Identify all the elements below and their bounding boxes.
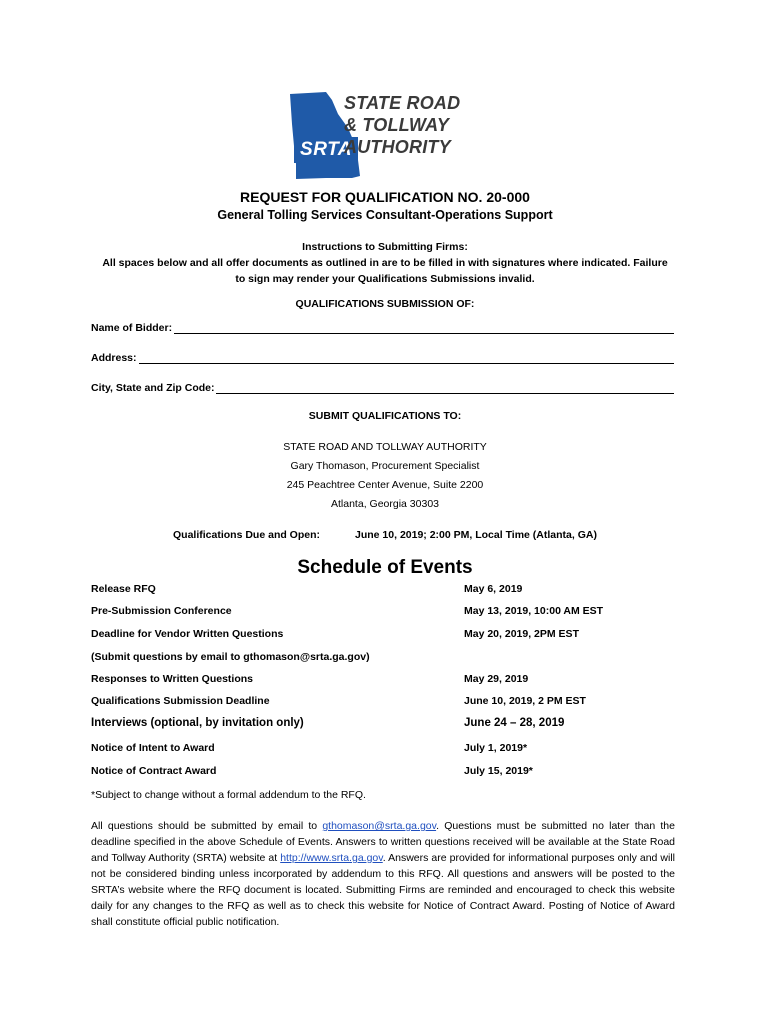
- city-state-zip-line[interactable]: [216, 382, 674, 394]
- document-title: REQUEST FOR QUALIFICATION NO. 20-000: [240, 189, 530, 205]
- logo-wordmark: [344, 92, 460, 158]
- due-label: Qualifications Due and Open:: [173, 529, 321, 541]
- event-date: July 15, 2019*: [464, 765, 533, 777]
- submit-to-heading: SUBMIT QUALIFICATIONS TO:: [308, 410, 462, 422]
- logo-line-1: STATE ROAD: [344, 93, 461, 113]
- logo-line-3: AUTHORITY: [344, 137, 451, 157]
- address-street: 245 Peachtree Center Avenue, Suite 2200: [286, 479, 484, 491]
- event-name: Notice of Intent to Award: [91, 742, 215, 754]
- email-link[interactable]: gthomason@srta.ga.gov: [322, 820, 437, 832]
- logo-line-2: & TOLLWAY: [344, 115, 450, 135]
- instructions-heading: Instructions to Submitting Firms:: [302, 241, 468, 253]
- event-date: May 29, 2019: [464, 673, 529, 685]
- event-date: June 10, 2019, 2 PM EST: [464, 695, 586, 707]
- bidder-name-field[interactable]: [91, 318, 674, 334]
- paragraph-text-1: All questions should be submitted by email to: [91, 820, 323, 832]
- due-value: June 10, 2019; 2:00 PM, Local Time (Atlanta, GA): [355, 529, 597, 541]
- bidder-name-label: Name of Bidder:: [91, 322, 173, 334]
- address-line[interactable]: [139, 352, 674, 364]
- event-name: Notice of Contract Award: [91, 765, 217, 777]
- address-field[interactable]: [91, 348, 674, 364]
- event-date: June 24 – 28, 2019: [464, 717, 565, 729]
- schedule-title: Schedule of Events: [297, 557, 473, 578]
- paragraph-text-3: . Answers are provided for informational purposes only and will not be considered binding unless incorporated by addendum to this RFQ. All questions and answers will be posted to the SRTA’s website where the RFQ document is located. Submitting Firms are reminded and encouraged to check this website daily for any changes to the RFQ as well as to check this website for Notice of Contract Award. Posting of Notice of Award shall constitute official public notification.: [91, 852, 675, 928]
- srta-badge-text: SRTA: [300, 139, 352, 160]
- submission-heading: QUALIFICATIONS SUBMISSION OF:: [295, 298, 475, 310]
- event-date: May 20, 2019, 2PM EST: [464, 628, 579, 640]
- instructions-line-2: to sign may render your Qualifications Submissions invalid.: [235, 273, 535, 285]
- event-name: Pre-Submission Conference: [91, 605, 232, 617]
- city-state-zip-label: City, State and Zip Code:: [91, 382, 215, 394]
- questions-paragraph: [91, 818, 675, 930]
- event-name: Responses to Written Questions: [91, 673, 253, 685]
- paragraph-text-2: . Questions must be submitted no later than the deadline specified in the above Schedule of Events. Answers to written questions received will be available at the State Road and Tollway Authority (SRTA) website at: [91, 820, 675, 864]
- event-name: Qualifications Submission Deadline: [91, 695, 270, 707]
- address-org: STATE ROAD AND TOLLWAY AUTHORITY: [283, 441, 487, 453]
- address-city: Atlanta, Georgia 30303: [331, 498, 439, 510]
- event-name: Deadline for Vendor Written Questions: [91, 628, 284, 640]
- address-label: Address:: [91, 352, 137, 364]
- schedule-footnote: *Subject to change without a formal addendum to the RFQ.: [91, 789, 366, 801]
- event-date: May 6, 2019: [464, 583, 523, 595]
- event-name: Interviews (optional, by invitation only): [91, 717, 304, 729]
- bidder-name-line[interactable]: [174, 322, 674, 334]
- document-subtitle: General Tolling Services Consultant-Operations Support: [217, 208, 553, 222]
- address-contact: Gary Thomason, Procurement Specialist: [290, 460, 480, 472]
- event-date: May 13, 2019, 10:00 AM EST: [464, 605, 604, 617]
- instructions-line-1: All spaces below and all offer documents as outlined in are to be filled in with signatures where indicated. Failure: [102, 257, 668, 269]
- event-date: July 1, 2019*: [464, 742, 528, 754]
- website-link[interactable]: http://www.srta.ga.gov: [280, 852, 383, 864]
- event-name: Release RFQ: [91, 583, 156, 595]
- city-state-zip-field[interactable]: [91, 378, 674, 394]
- event-name: (Submit questions by email to gthomason@srta.ga.gov): [91, 651, 370, 663]
